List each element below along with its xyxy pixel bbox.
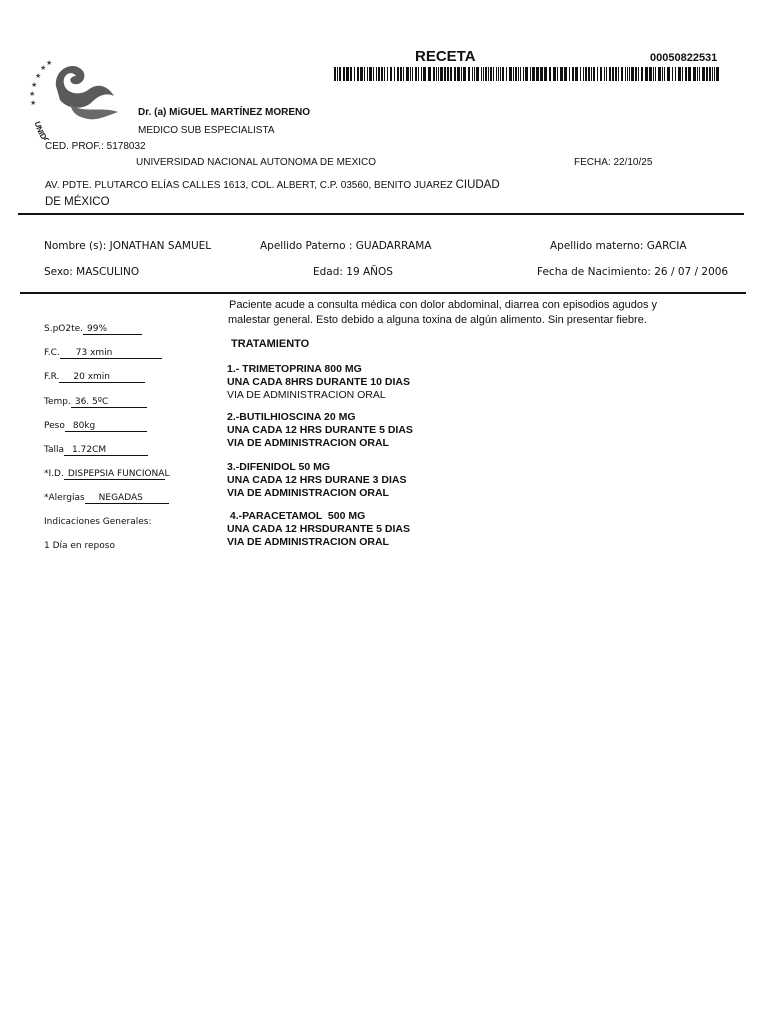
medication-dose: UNA CADA 12 HRSDURANTE 5 DIAS	[227, 523, 410, 535]
vital-spo2: S.pO2te. 99%	[44, 324, 142, 335]
patient-first-name: Nombre (s): JONATHAN SAMUEL	[44, 240, 212, 252]
patient-sex: Sexo: MASCULINO	[44, 266, 140, 278]
address-line2: DE MÉXICO	[45, 196, 110, 208]
treatment-item	[227, 411, 413, 450]
medication-name: 4.-PARACETAMOL 500 MG	[227, 510, 366, 522]
patient-birthdate: Fecha de Nacimiento: 26 / 07 / 2006	[537, 266, 729, 278]
treatment-item	[227, 461, 407, 500]
vital-weight: Peso 80kg	[44, 421, 147, 432]
vital-resp-rate: F.R. 20 xmin	[44, 372, 145, 383]
folio-number: 00050822531	[650, 52, 718, 64]
professional-license: CED. PROF.: 5178032	[45, 141, 146, 152]
barcode-icon	[334, 67, 720, 81]
university: UNIVERSIDAD NACIONAL AUTONOMA DE MEXICO	[136, 157, 377, 168]
svg-text:★: ★	[29, 91, 36, 98]
general-indication-item: 1 Día en reposo	[44, 541, 115, 551]
patient-maternal-surname: Apellido materno: GARCIA	[550, 240, 687, 252]
medication-route: VIA DE ADMINISTRACION ORAL	[227, 536, 389, 548]
medication-route: VIA DE ADMINISTRACION ORAL	[227, 389, 386, 401]
medication-name: 3.-DIFENIDOL 50 MG	[227, 461, 331, 473]
vital-diagnosis: *I.D. DISPEPSIA FUNCIONAL	[44, 469, 170, 479]
document-title: RECETA	[415, 48, 476, 65]
medication-route: VIA DE ADMINISTRACION ORAL	[227, 487, 389, 499]
treatment-item	[227, 363, 410, 402]
vital-height: Talla 1.72CM	[44, 445, 148, 456]
address-city: CIUDAD	[455, 179, 500, 191]
treatment-item	[227, 510, 410, 549]
medication-name: 1.- TRIMETOPRINA 800 MG	[227, 363, 362, 375]
header-divider	[18, 213, 744, 215]
patient-divider	[20, 292, 746, 294]
doctor-specialty: MEDICO SUB ESPECIALISTA	[138, 125, 275, 136]
doctor-name: Dr. (a) MiGUEL MARTÍNEZ MORENO	[138, 107, 311, 118]
clinical-note-line2: malestar general. Esto debido a alguna toxina de algún alimento. Sin presentar fiebre.	[228, 314, 647, 326]
medication-dose: UNA CADA 12 HRS DURANE 3 DIAS	[227, 474, 407, 486]
svg-text:★: ★	[31, 82, 38, 89]
svg-text:UNIDOS PARA AYUDAR	[33, 120, 107, 140]
patient-age: Edad: 19 AÑOS	[313, 266, 393, 278]
svg-text:★: ★	[30, 100, 37, 107]
vital-heart-rate: F.C. 73 xmin	[44, 348, 162, 359]
treatment-title: TRATAMIENTO	[231, 338, 310, 350]
medication-route: VIA DE ADMINISTRACION ORAL	[227, 437, 389, 449]
logo-emblem-icon	[26, 56, 130, 140]
logo-text: UNID	[32, 120, 49, 140]
general-indications-title: Indicaciones Generales:	[44, 517, 152, 527]
svg-text:★: ★	[35, 73, 42, 80]
address-street: AV. PDTE. PLUTARCO ELÍAS CALLES 1613, COL. ALBERT, C.P. 03560, BENITO JUAREZ	[45, 180, 453, 191]
svg-text:★: ★	[40, 65, 47, 72]
date: FECHA: 22/10/25	[574, 157, 653, 168]
vital-temperature: Temp. 36. 5ºC	[44, 397, 147, 408]
clinical-note-line1: Paciente acude a consulta médica con dolor abdominal, diarrea con episodios agudos y	[229, 299, 658, 311]
logo	[26, 56, 130, 140]
patient-paternal-surname: Apellido Paterno : GUADARRAMA	[260, 240, 432, 252]
vital-allergies: *Alergias NEGADAS	[44, 493, 169, 504]
medication-dose: UNA CADA 12 HRS DURANTE 5 DIAS	[227, 424, 413, 436]
address-line1	[45, 179, 500, 191]
svg-text:★: ★	[46, 60, 53, 67]
medication-name: 2.-BUTILHIOSCINA 20 MG	[227, 411, 356, 423]
medication-dose: UNA CADA 8HRS DURANTE 10 DIAS	[227, 376, 410, 388]
